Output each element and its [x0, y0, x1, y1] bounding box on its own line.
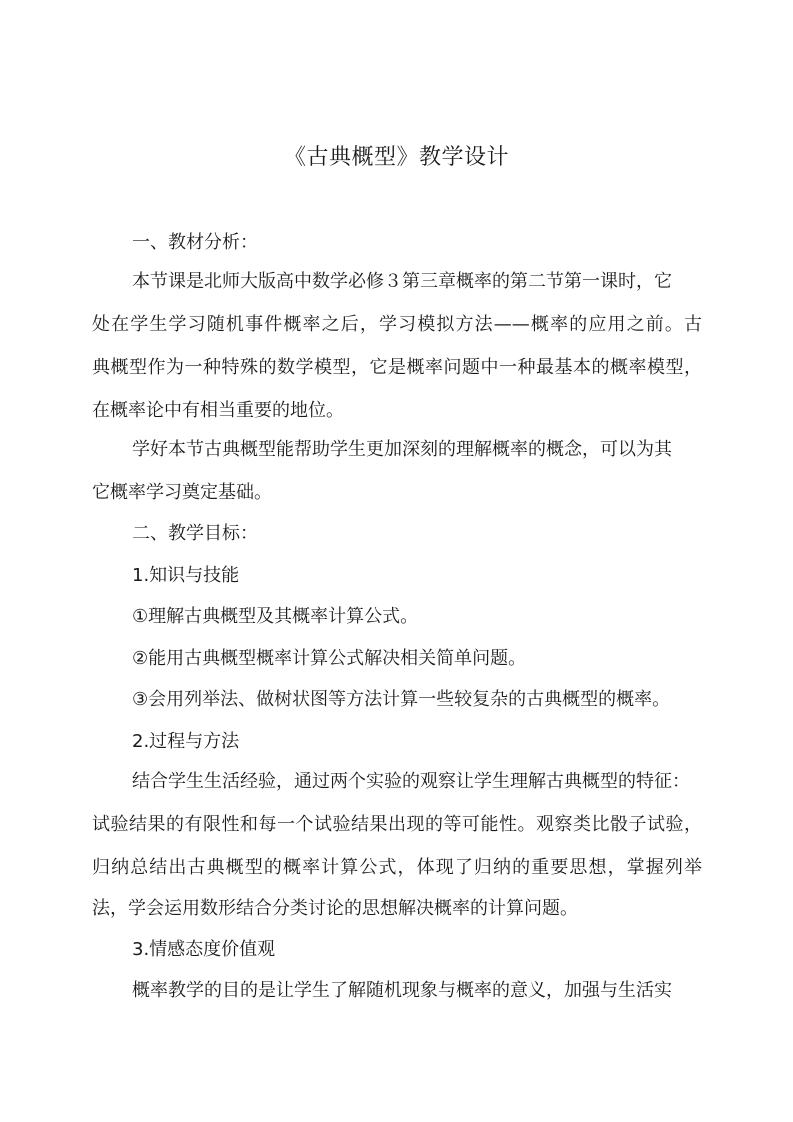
- paragraph-line: 本节课是北师大版高中数学必修３第三章概率的第二节第一课时，它: [132, 271, 672, 292]
- paragraph-line: 在概率论中有相当重要的地位。: [92, 400, 344, 421]
- paragraph-line: 结合学生生活经验，通过两个实验的观察让学生理解古典概型的特征：: [132, 771, 690, 792]
- subsection-heading: 3.情感态度价值观: [132, 939, 276, 960]
- paragraph-line: 法，学会运用数形结合分类讨论的思想解决概率的计算问题。: [92, 898, 578, 919]
- paragraph-line: 学好本节古典概型能帮助学生更加深刻的理解概率的概念，可以为其: [132, 439, 672, 460]
- paragraph-line: 典概型作为一种特殊的数学模型，它是概率问题中一种最基本的概率模型，: [92, 357, 702, 378]
- section-heading-teaching-objectives: 二、教学目标：: [132, 523, 258, 544]
- list-item: ①理解古典概型及其概率计算公式。: [132, 606, 419, 627]
- paragraph-line: 它概率学习奠定基础。: [92, 482, 272, 503]
- list-item: ③会用列举法、做树状图等方法计算一些较复杂的古典概型的概率。: [132, 689, 671, 710]
- section-heading-textbook-analysis: 一、教材分析：: [132, 232, 258, 253]
- subsection-heading: 2.过程与方法: [132, 731, 240, 752]
- list-item: ②能用古典概型概率计算公式解决相关简单问题。: [132, 648, 527, 669]
- document-title: 《古典概型》教学设计: [283, 145, 509, 170]
- paragraph-line: 处在学生学习随机事件概率之后，学习模拟方法——概率的应用之前。古: [92, 314, 702, 335]
- paragraph-line: 归纳总结出古典概型的概率计算公式，体现了归纳的重要思想，掌握列举: [92, 857, 702, 878]
- paragraph-line: 概率教学的目的是让学生了解随机现象与概率的意义，加强与生活实: [132, 980, 672, 1001]
- subsection-heading: 1.知识与技能: [132, 565, 240, 586]
- paragraph-line: 试验结果的有限性和每一个试验结果出现的等可能性。观察类比骰子试验，: [92, 814, 702, 835]
